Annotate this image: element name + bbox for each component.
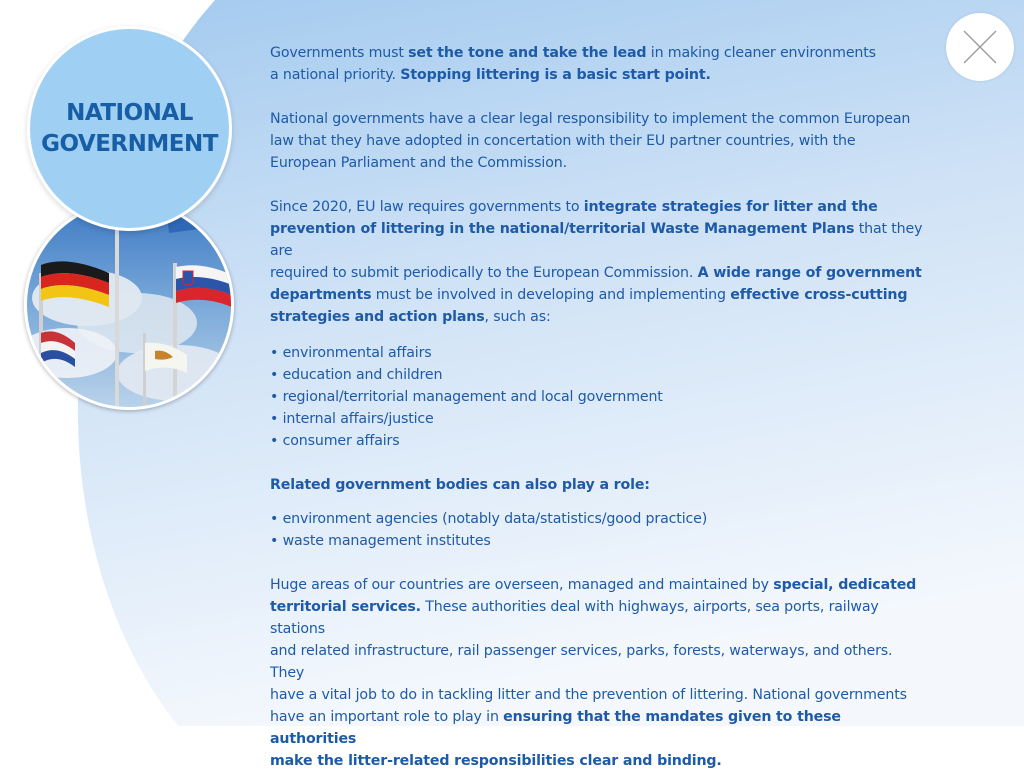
emphasis-text: set the tone and take the lead: [408, 45, 647, 61]
body-text: have an important role to play in: [270, 709, 504, 725]
related-bodies-list: [270, 508, 930, 552]
territorial-services-paragraph: [270, 574, 930, 772]
legal-responsibility-paragraph: [270, 108, 930, 174]
body-text: National governments have a clear legal responsibility to implement the common European: [270, 111, 911, 127]
body-text: Governments must: [270, 45, 409, 61]
list-item: • waste management institutes: [270, 530, 930, 552]
close-button[interactable]: [946, 13, 1014, 81]
list-item: • internal affairs/justice: [270, 408, 930, 430]
body-text: Huge areas of our countries are overseen, managed and maintained by: [270, 577, 774, 593]
body-text: law that they have adopted in concertation with their EU partner countries, with the: [270, 133, 856, 149]
body-text: have a vital job to do in tackling litter and the prevention of littering. National governments: [270, 687, 907, 703]
body-text: that they are: [270, 221, 923, 259]
body-text: and related infrastructure, rail passenger services, parks, forests, waterways, and others. They: [270, 643, 893, 681]
close-icon: [946, 13, 1014, 81]
body-text: required to submit periodically to the European Commission.: [270, 265, 698, 281]
emphasis-text: A wide range of government: [697, 265, 922, 281]
list-item: • regional/territorial management and local government: [270, 386, 930, 408]
main-content: [270, 42, 930, 772]
section-title-badge: [27, 26, 232, 231]
body-text: Since 2020, EU law requires governments to: [270, 199, 584, 215]
departments-list: [270, 342, 930, 452]
flags-image: [27, 203, 231, 407]
body-text: , such as:: [484, 309, 551, 325]
page-title: NATIONAL GOVERNMENT: [41, 99, 218, 157]
emphasis-text: prevention of littering in the national/territorial Waste Management Plans: [270, 221, 855, 237]
body-text: These authorities deal with highways, airports, sea ports, railway stations: [270, 599, 879, 637]
intro-paragraph: [270, 42, 930, 86]
related-bodies-heading-text: Related government bodies can also play a role:: [270, 477, 650, 493]
emphasis-text: territorial services.: [270, 599, 421, 615]
list-item: • consumer affairs: [270, 430, 930, 452]
emphasis-text: strategies and action plans: [270, 309, 485, 325]
emphasis-text: make the litter-related responsibilities clear and binding.: [270, 753, 722, 769]
emphasis-text: effective cross-cutting: [730, 287, 908, 303]
emphasis-text: Stopping littering is a basic start point.: [400, 67, 711, 83]
related-bodies-heading: [270, 474, 930, 496]
body-text: a national priority.: [270, 67, 401, 83]
body-text: in making cleaner environments: [646, 45, 876, 61]
emphasis-text: integrate strategies for litter and the: [583, 199, 878, 215]
body-text: must be involved in developing and implementing: [371, 287, 731, 303]
emphasis-text: special, dedicated: [773, 577, 917, 593]
list-item: • environmental affairs: [270, 342, 930, 364]
emphasis-text: departments: [270, 287, 372, 303]
list-item: • education and children: [270, 364, 930, 386]
body-text: European Parliament and the Commission.: [270, 155, 567, 171]
emphasis-text: ensuring that the mandates given to these authorities: [270, 709, 841, 747]
eu-law-paragraph: [270, 196, 930, 328]
list-item: • environment agencies (notably data/statistics/good practice): [270, 508, 930, 530]
flags-photo: [24, 200, 234, 410]
